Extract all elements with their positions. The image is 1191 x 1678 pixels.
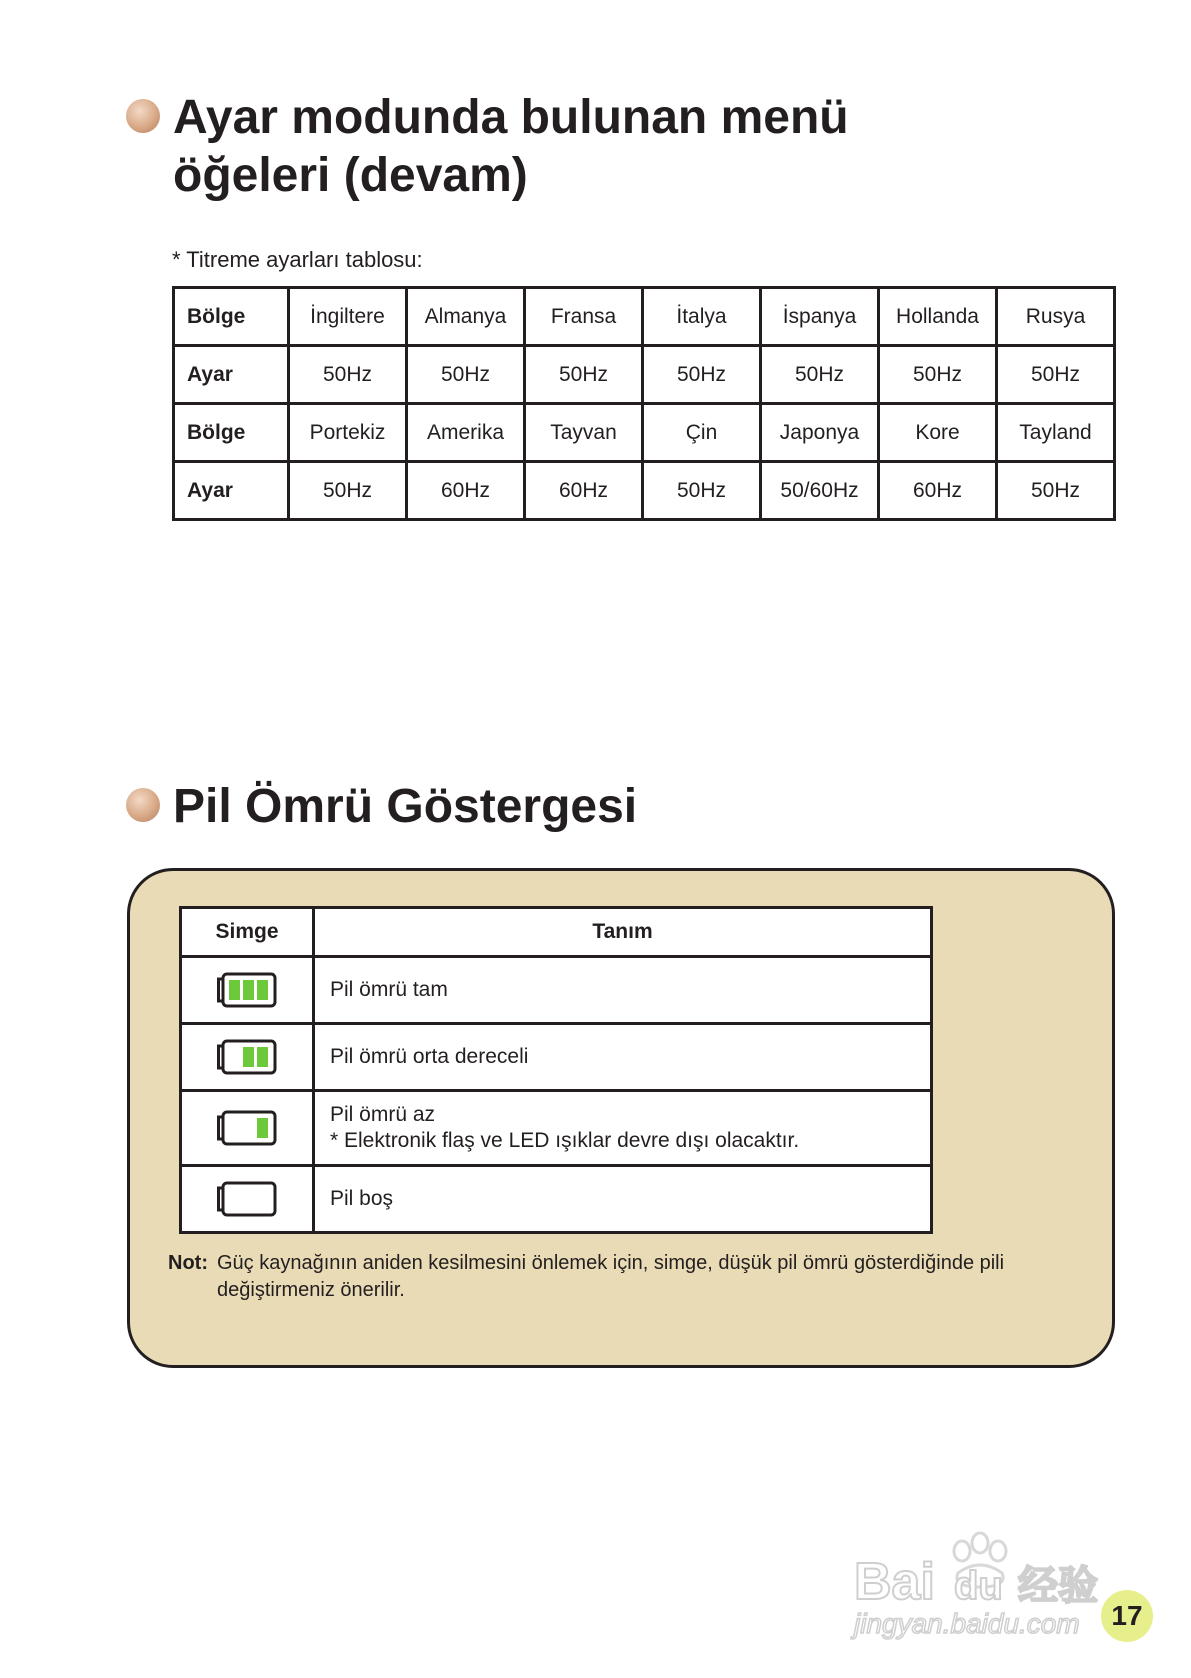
row-header: Ayar <box>174 462 289 520</box>
table-cell: 50Hz <box>407 346 525 404</box>
table-cell: 50Hz <box>643 346 761 404</box>
table-row <box>181 1091 932 1166</box>
table-cell: 50Hz <box>525 346 643 404</box>
battery-bar <box>257 1118 268 1138</box>
watermark-text-jingyan: 经验 <box>1018 1563 1098 1609</box>
table-cell: İtalya <box>643 288 761 346</box>
note-text: Güç kaynağının aniden kesilmesini önlemek için, simge, düşük pil ömrü gösterdiğinde pili değiştirmeniz önerilir. <box>217 1252 1005 1301</box>
section-title-battery: Pil Ömrü Göstergesi <box>173 780 638 833</box>
battery-description: Pil ömrü orta dereceli <box>330 1045 529 1068</box>
column-header-description: Tanım <box>314 908 932 957</box>
table-cell: 50Hz <box>997 462 1115 520</box>
row-header: Bölge <box>174 288 289 346</box>
table-cell: 50Hz <box>643 462 761 520</box>
table-cell: 50Hz <box>289 462 407 520</box>
battery-bar <box>229 980 240 1000</box>
section-title-settings <box>173 89 849 205</box>
row-header: Ayar <box>174 346 289 404</box>
table-row <box>181 1166 932 1233</box>
column-header-icon: Simge <box>181 908 314 957</box>
section-title-line1: Ayar modunda bulunan menü <box>173 91 849 144</box>
table-cell: Portekiz <box>289 404 407 462</box>
battery-bar <box>257 980 268 1000</box>
table-row <box>174 346 1115 404</box>
battery-medium-icon <box>217 1037 277 1077</box>
table-cell: 60Hz <box>879 462 997 520</box>
note-label: Not: <box>168 1252 208 1274</box>
table-cell: Hollanda <box>879 288 997 346</box>
icon-cell <box>181 957 314 1024</box>
description-cell <box>314 1166 932 1233</box>
battery-warning: * Elektronik flaş ve LED ışıklar devre dışı olacaktır. <box>330 1129 800 1152</box>
baidu-watermark-logo <box>850 1505 1120 1645</box>
table-cell: Çin <box>643 404 761 462</box>
battery-description: Pil ömrü az <box>330 1103 436 1126</box>
table-cell: 50Hz <box>997 346 1115 404</box>
icon-cell <box>181 1024 314 1091</box>
watermark-text-du: du <box>954 1564 1003 1608</box>
watermark-text-bai: Bai <box>854 1553 935 1611</box>
battery-empty-icon <box>217 1179 277 1219</box>
battery-full-icon <box>217 970 277 1010</box>
table-cell: İspanya <box>761 288 879 346</box>
table-cell: Tayvan <box>525 404 643 462</box>
flicker-settings-table <box>172 286 1116 521</box>
table-cell: 60Hz <box>525 462 643 520</box>
battery-description: Pil ömrü tam <box>330 978 448 1001</box>
table-row <box>181 957 932 1024</box>
table-cell: Fransa <box>525 288 643 346</box>
icon-cell <box>181 1166 314 1233</box>
table-cell: Japonya <box>761 404 879 462</box>
page-number: 17 <box>1101 1590 1153 1642</box>
battery-description: Pil boş <box>330 1187 394 1210</box>
battery-indicator-table <box>179 906 933 1234</box>
description-cell <box>314 957 932 1024</box>
table-cell: Rusya <box>997 288 1115 346</box>
watermark-url: jingyan.baidu.com <box>854 1608 1080 1639</box>
table-cell: 50Hz <box>879 346 997 404</box>
table-cell: Amerika <box>407 404 525 462</box>
table-cell: 50/60Hz <box>761 462 879 520</box>
table-cell: Kore <box>879 404 997 462</box>
table-cell: Tayland <box>997 404 1115 462</box>
table-cell: 50Hz <box>289 346 407 404</box>
battery-bar <box>243 980 254 1000</box>
description-cell <box>314 1024 932 1091</box>
table-row <box>174 288 1115 346</box>
table-cell: 50Hz <box>761 346 879 404</box>
table-row <box>174 462 1115 520</box>
heading-bullet-icon <box>126 99 160 133</box>
heading-bullet-icon <box>126 788 160 822</box>
table-row <box>174 404 1115 462</box>
battery-bar <box>257 1047 268 1067</box>
table-header-row <box>181 908 932 957</box>
note <box>168 1250 1068 1304</box>
row-header: Bölge <box>174 404 289 462</box>
description-cell <box>314 1091 932 1166</box>
table-cell: İngiltere <box>289 288 407 346</box>
section-title-line2: öğeleri (devam) <box>173 149 528 202</box>
table-cell: 60Hz <box>407 462 525 520</box>
flicker-table-caption: * Titreme ayarları tablosu: <box>172 247 423 272</box>
table-cell: Almanya <box>407 288 525 346</box>
table-row <box>181 1024 932 1091</box>
icon-cell <box>181 1091 314 1166</box>
battery-low-icon <box>217 1108 277 1148</box>
battery-bar <box>243 1047 254 1067</box>
